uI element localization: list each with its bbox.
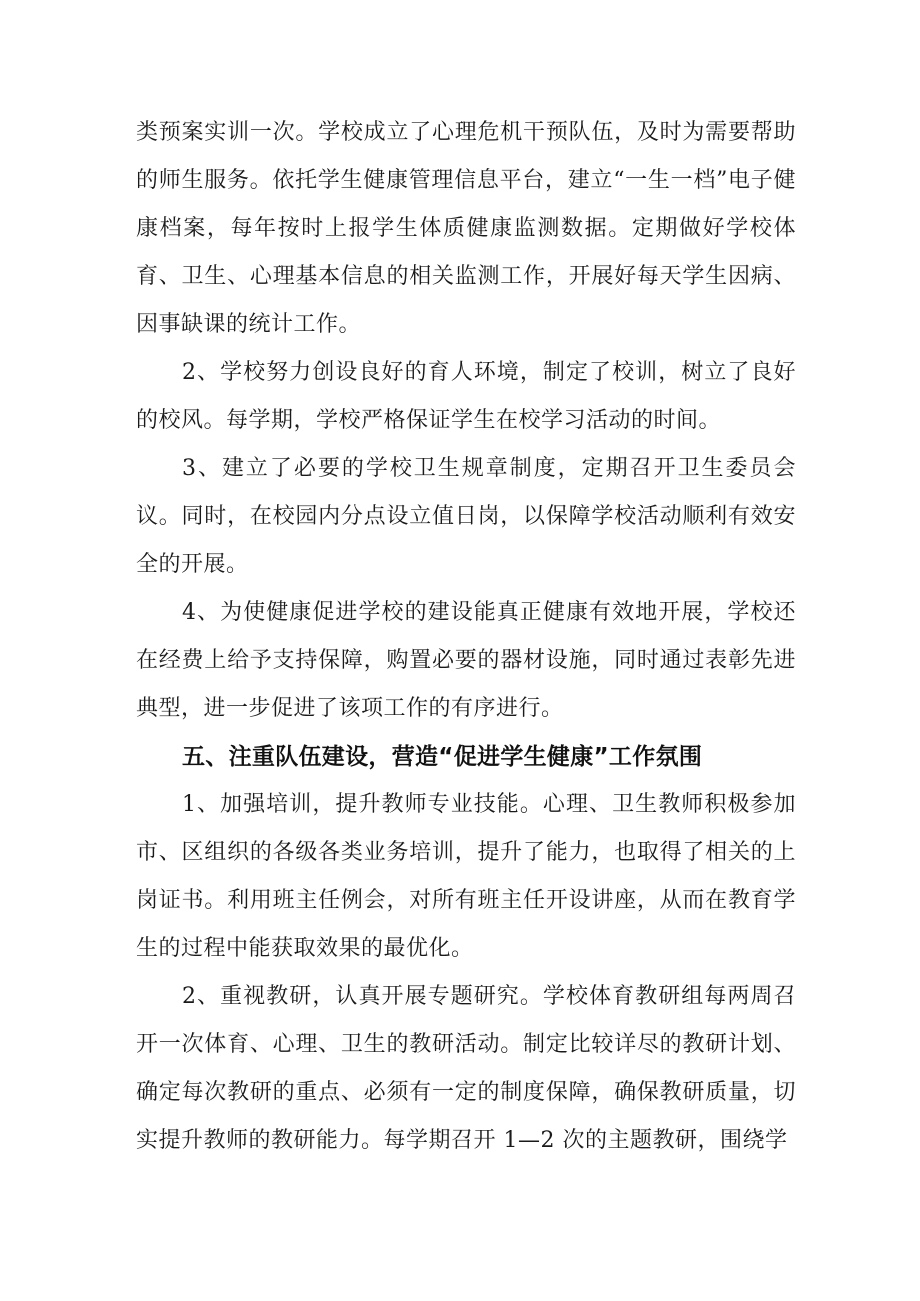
paragraph-item-2: 2、学校努力创设良好的育人环境，制定了校训，树立了良好的校风。每学期，学校严格保证学生在校学习活动的时间。: [136, 360, 796, 433]
paragraph-training: 1、加强培训，提升教师专业技能。心理、卫生教师积极参加市、区组织的各级各类业务培训，提升了能力，也取得了相关的上岗证书。利用班主任例会，对所有班主任开设讲座，从而在教育学生的过程中能获取效果的最优化。: [136, 792, 796, 961]
paragraph-item-3: 3、建立了必要的学校卫生规章制度，定期召开卫生委员会议。同时，在校园内分点设立值日岗，以保障学校活动顺利有效安全的开展。: [136, 456, 796, 577]
paragraph-research: 2、重视教研，认真开展专题研究。学校体育教研组每两周召开一次体育、心理、卫生的教研活动。制定比较详尽的教研计划、确定每次教研的重点、必须有一定的制度保障，确保教研质量，切实提升教师的教研能力。每学期召开 1—2 次的主题教研，围绕学: [136, 984, 796, 1153]
paragraph-item-4: 4、为使健康促进学校的建设能真正健康有效地开展，学校还在经费上给予支持保障，购置必要的器材设施，同时通过表彰先进典型，进一步促进了该项工作的有序进行。: [136, 600, 796, 721]
paragraph-continuation: 类预案实训一次。学校成立了心理危机干预队伍，及时为需要帮助的师生服务。依托学生健康管理信息平台，建立“一生一档”电子健康档案，每年按时上报学生体质健康监测数据。定期做好学校体育、卫生、心理基本信息的相关监测工作，开展好每天学生因病、因事缺课的统计工作。: [136, 120, 796, 337]
document-body: [136, 109, 796, 1165]
section-heading-5: 五、注重队伍建设，营造“促进学生健康”工作氛围: [182, 744, 703, 770]
